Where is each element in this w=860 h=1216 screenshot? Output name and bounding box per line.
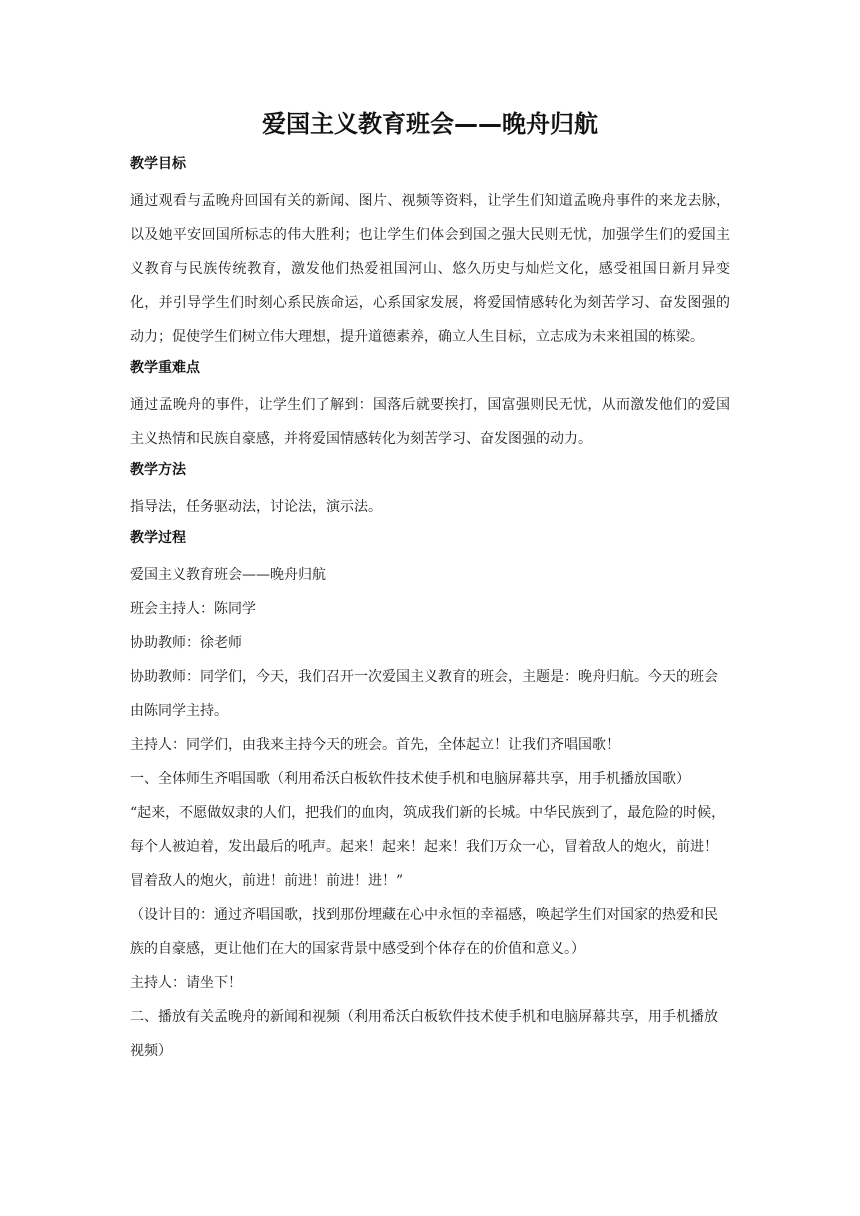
process-line: （设计目的：通过齐唱国歌，找到那份埋藏在心中永恒的幸福感，唤起学生们对国家的热爱和民族的自豪感，更让他们在大的国家背景中感受到个体存在的价值和意义。） [130,907,718,957]
process-line: 主持人：同学们，由我来主持今天的班会。首先，全体起立！让我们齐唱国歌！ [130,737,620,753]
process-line: 爱国主义教育班会——晚舟归航 [130,567,326,583]
process-line: 二、播放有关孟晚舟的新闻和视频（利用希沃白板软件技术使手机和电脑屏幕共享，用手机播放视频） [130,1009,718,1059]
process-content [130,558,730,1068]
section-heading-process: 教学过程 [130,530,186,546]
process-line: 协助教师：同学们，今天，我们召开一次爱国主义教育的班会，主题是：晚舟归航。今天的班会由陈同学主持。 [130,669,718,719]
document-title: 爱国主义教育班会——晚舟归航 [262,110,598,138]
process-line: 主持人：请坐下！ [130,975,242,991]
process-line: “起来，不愿做奴隶的人们，把我们的血肉，筑成我们新的长城。中华民族到了，最危险的时候，每个人被迫着，发出最后的吼声。起来！起来！起来！我们万众一心，冒着敌人的炮火，前进！冒着敌人的炮火，前进！前进！前进！进！” [130,805,726,889]
process-line: 协助教师：徐老师 [130,635,242,651]
section-body-goal: 通过观看与孟晚舟回国有关的新闻、图片、视频等资料，让学生们知道孟晚舟事件的来龙去脉，以及她平安回国所标志的伟大胜利；也让学生们体会到国之强大民则无忧，加强学生们的爱国主义教育与民族传统教育，激发他们热爱祖国河山、悠久历史与灿烂文化，感受祖国日新月异变化，并引导学生们时刻心系民族命运，心系国家发展，将爱国情感转化为刻苦学习、奋发图强的动力；促使学生们树立伟大理想，提升道德素养，确立人生目标，立志成为未来祖国的栋梁。 [130,193,730,345]
section-heading-key-points: 教学重难点 [130,360,200,376]
section-heading-methods: 教学方法 [130,462,186,478]
process-line: 班会主持人：陈同学 [130,601,256,617]
document-page [130,108,730,1068]
section-heading-goal: 教学目标 [130,156,186,172]
section-body-key-points: 通过孟晚舟的事件，让学生们了解到：国落后就要挨打，国富强则民无忧，从而激发他们的爱国主义热情和民族自豪感，并将爱国情感转化为刻苦学习、奋发图强的动力。 [130,397,730,447]
section-body-methods: 指导法，任务驱动法，讨论法，演示法。 [130,499,382,515]
process-line: 一、全体师生齐唱国歌（利用希沃白板软件技术使手机和电脑屏幕共享，用手机播放国歌） [130,771,690,787]
